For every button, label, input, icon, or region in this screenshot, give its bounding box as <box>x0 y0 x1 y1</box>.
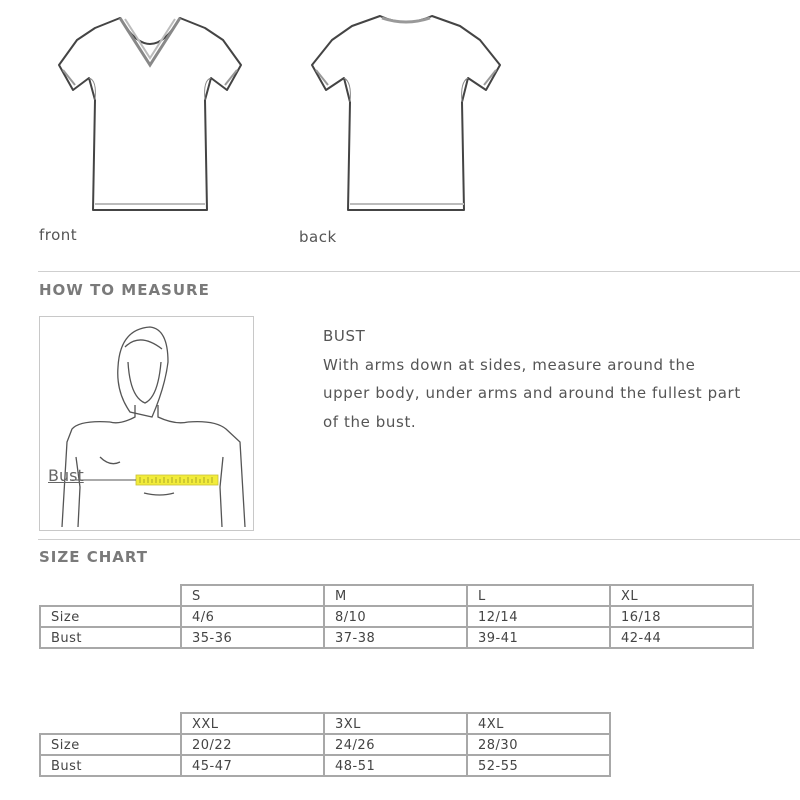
table-cell: 35-36 <box>181 627 324 648</box>
size-header: XXL <box>181 713 324 734</box>
divider <box>38 539 800 540</box>
size-chart-title: SIZE CHART <box>39 548 149 566</box>
row-label: Size <box>40 606 181 627</box>
table-cell: 20/22 <box>181 734 324 755</box>
size-table-2 <box>39 712 611 777</box>
size-header: 3XL <box>324 713 467 734</box>
table-row <box>40 585 753 606</box>
size-header: M <box>324 585 467 606</box>
back-caption: back <box>299 228 337 246</box>
table-cell: 48-51 <box>324 755 467 776</box>
row-label: Bust <box>40 627 181 648</box>
table-cell: 45-47 <box>181 755 324 776</box>
table-cell: 42-44 <box>610 627 753 648</box>
table-corner <box>40 585 181 606</box>
table-row <box>40 755 610 776</box>
bust-instruction-line: of the bust. <box>323 412 417 431</box>
shirt-back-illustration <box>308 10 503 215</box>
table-cell: 16/18 <box>610 606 753 627</box>
front-caption: front <box>39 226 78 244</box>
how-to-measure-title: HOW TO MEASURE <box>39 281 210 299</box>
bust-instructions <box>323 322 763 436</box>
size-header: XL <box>610 585 753 606</box>
table-cell: 12/14 <box>467 606 610 627</box>
table-cell: 37-38 <box>324 627 467 648</box>
row-label: Bust <box>40 755 181 776</box>
body-outline-icon <box>40 317 253 530</box>
size-header: 4XL <box>467 713 610 734</box>
shirt-front-illustration <box>55 10 245 215</box>
divider <box>38 271 800 272</box>
table-cell: 28/30 <box>467 734 610 755</box>
table-row <box>40 734 610 755</box>
bust-heading: BUST <box>323 327 366 345</box>
table-cell: 24/26 <box>324 734 467 755</box>
size-table-1 <box>39 584 754 649</box>
bust-figure-label: Bust <box>48 466 84 485</box>
bust-measure-figure <box>39 316 254 531</box>
table-row <box>40 713 610 734</box>
row-label: Size <box>40 734 181 755</box>
table-cell: 4/6 <box>181 606 324 627</box>
table-cell: 39-41 <box>467 627 610 648</box>
size-header: S <box>181 585 324 606</box>
table-row <box>40 627 753 648</box>
bust-instruction-line: upper body, under arms and around the fullest part <box>323 384 741 402</box>
table-row <box>40 606 753 627</box>
table-cell: 52-55 <box>467 755 610 776</box>
bust-instruction-line: With arms down at sides, measure around the <box>323 355 696 374</box>
size-header: L <box>467 585 610 606</box>
table-corner <box>40 713 181 734</box>
table-cell: 8/10 <box>324 606 467 627</box>
